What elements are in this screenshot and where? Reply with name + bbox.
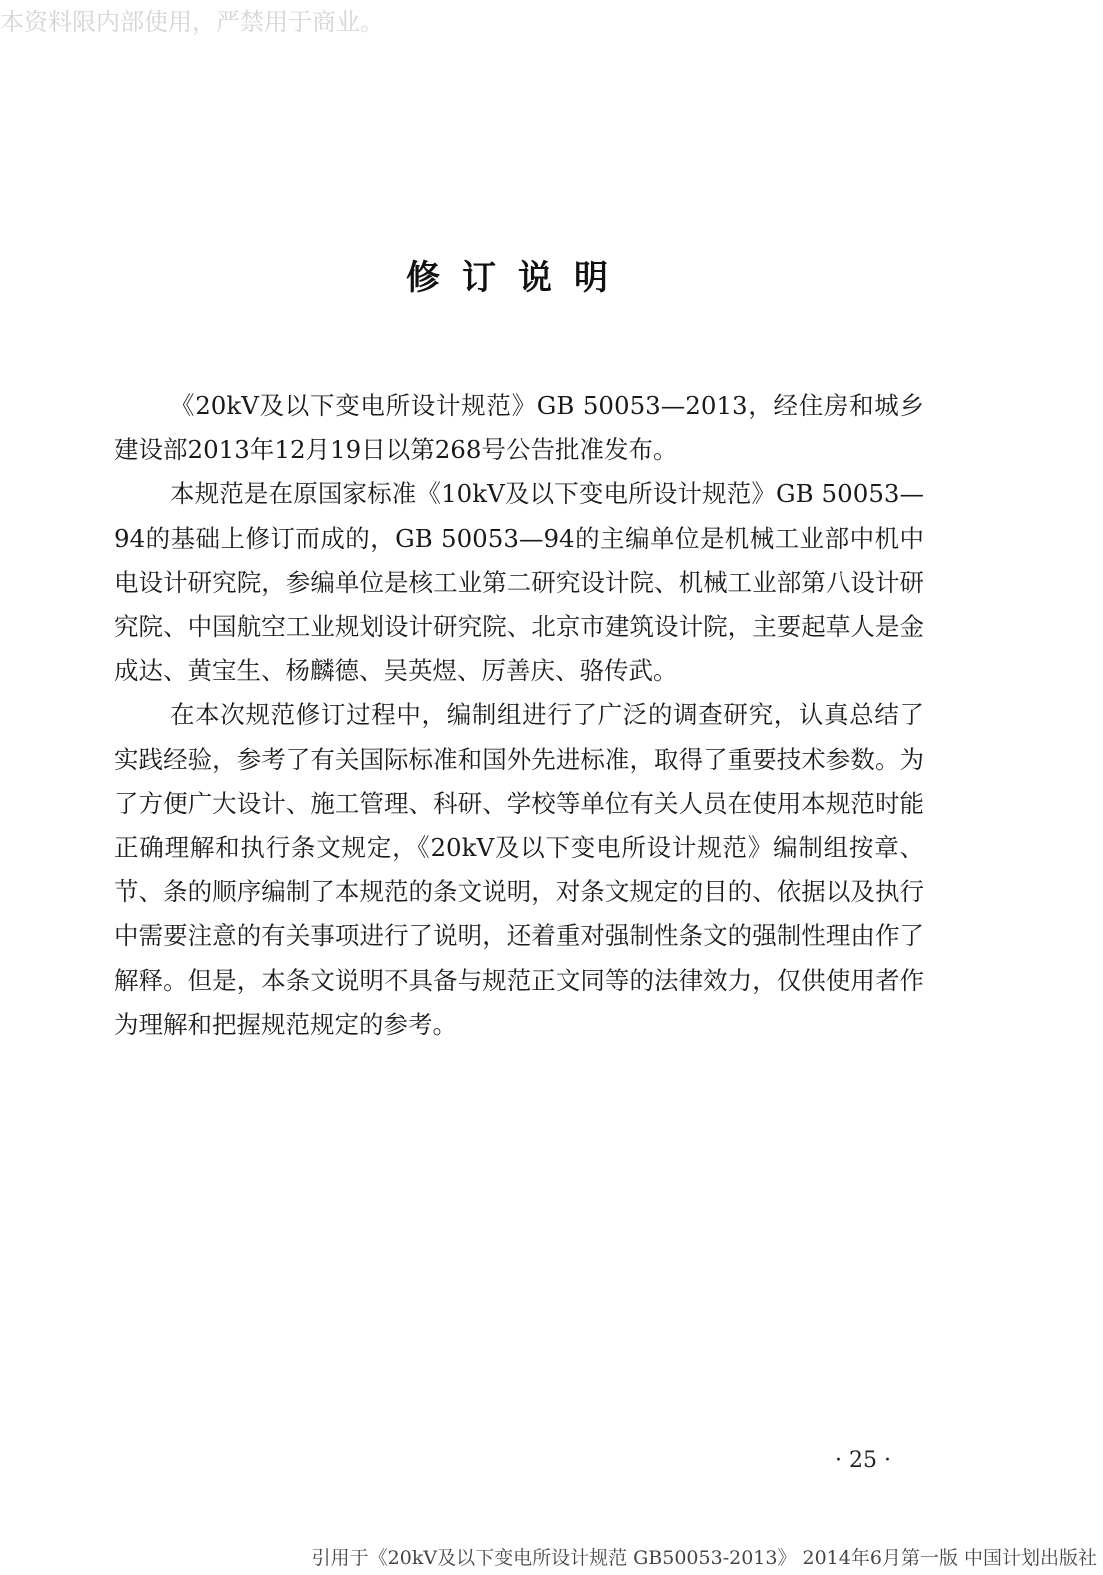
paragraph-revision-process: 在本次规范修订过程中，编制组进行了广泛的调查研究，认真总结了实践经验，参考了有关国际标准和国外先进标准，取得了重要技术参数。为了方便广大设计、施工管理、科研、学校等单位有关人员在使用本规范时能正确理解和执行条文规定，《20kV及以下变电所设计规范》编制组按章、节、条的顺序编制了本规范的条文说明，对条文规定的目的、依据以及执行中需要注意的有关事项进行了说明，还着重对强制性条文的强制性理由作了解释。但是，本条文说明不具备与规范正文同等的法律效力，仅供使用者作为理解和把握规范规定的参考。	[114, 700, 924, 1039]
footer-citation: 引用于《20kV及以下变电所设计规范 GB50053-2013》 2014年6月第一版 中国计划出版社	[311, 1547, 1097, 1569]
page-title: 修订说明	[406, 258, 630, 298]
paragraph-approval: 《20kV及以下变电所设计规范》GB 50053—2013，经住房和城乡建设部2013年12月19日以第268号公告批准发布。	[114, 391, 924, 465]
page-number: · 25 ·	[835, 1448, 891, 1473]
watermark-text: 本资料限内部使用，严禁用于商业。	[0, 8, 384, 36]
paragraph-history: 本规范是在原国家标准《10kV及以下变电所设计规范》GB 50053—94的基础上修订而成的，GB 50053—94的主编单位是机械工业部中机中电设计研究院，参编单位是核工业第二研究设计院、机械工业部第八设计研究院、中国航空工业规划设计研究院、北京市建筑设计院，主要起草人是金成达、黄宝生、杨麟德、吴英煜、厉善庆、骆传武。	[114, 479, 924, 686]
body-text	[114, 384, 924, 1047]
